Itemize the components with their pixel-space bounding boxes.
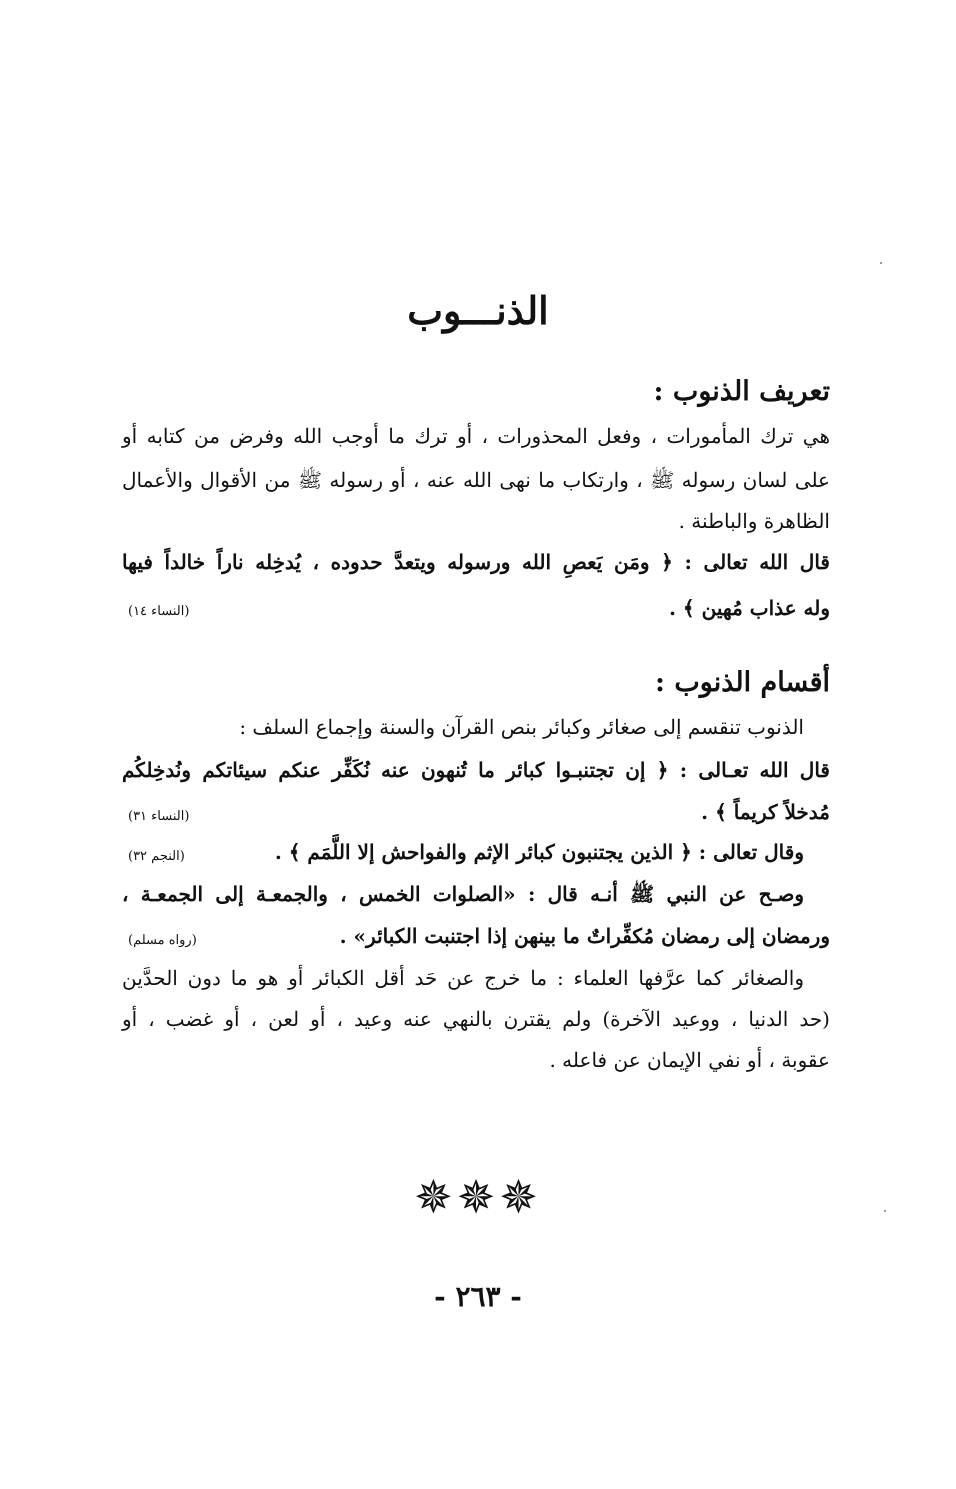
paragraph-line: هي ترك المأمورات ، وفعل المحذورات ، أو ترك ما أوجب الله وفرض من كتابه أو xyxy=(122,424,830,448)
section-heading-definition: تعريف الذنوب : xyxy=(653,376,830,407)
hadith-line: ورمضان إلى رمضان مُكفِّراتٌ ما بينهن إذا اجتنبت الكبائر» . xyxy=(339,924,830,948)
quran-quote-line: قال الله تعالى : ﴿ ومَن يَعصِ الله ورسوله ويتعدَّ حدوده ، يُدخِله ناراً خالداً فيها xyxy=(122,550,830,574)
quote-reference: (النساء ٣١) xyxy=(128,809,190,824)
scan-speck xyxy=(880,262,882,264)
paragraph-line: على لسان رسوله ﷺ ، وارتكاب ما نهى الله عنه ، أو رسوله ﷺ من الأقوال والأعمال xyxy=(122,468,830,492)
star-ornament-icon: ✵✵✵ xyxy=(414,1170,542,1224)
hadith-reference: (رواه مسلم) xyxy=(128,933,197,948)
quran-quote-line: قال الله تعـالى : ﴿ إن تجتنبـوا كبائر ما تُنهون عنه نُكَفِّر عنكم سيئاتكم ونُدخِلكُم xyxy=(122,758,830,782)
paragraph-line: الظاهرة والباطنة . xyxy=(678,509,830,533)
paragraph-line: والصغائر كما عرَّفها العلماء : ما خرج عن حَد أقل الكبائر أو هو ما دون الحدَّين xyxy=(122,966,804,990)
quote-reference: (النساء ١٤) xyxy=(128,604,190,619)
hadith-line: وصـح عن النبي ﷺ أنـه قال : «الصلوات الخمس ، والجمعـة إلى الجمعـة ، xyxy=(122,882,804,906)
page-number: - ٢٦٣ - xyxy=(434,1280,522,1313)
section-heading-categories: أقسام الذنوب : xyxy=(655,667,830,698)
page-title: الذنـــوب xyxy=(407,288,549,333)
quote-reference: (النجم ٣٢) xyxy=(128,849,185,864)
paragraph-line: الذنوب تنقسم إلى صغائر وكبائر بنص القرآن والسنة وإجماع السلف : xyxy=(239,715,804,739)
paragraph-line: (حد الدنيا ، ووعيد الآخرة) ولم يقترن بالنهي عنه وعيد ، أو لعن ، أو غضب ، أو xyxy=(122,1007,830,1031)
quran-quote-line: وقال تعالى : ﴿ الذين يجتنبون كبائر الإثم والفواحش إلا اللَّمَم ﴾ . xyxy=(274,840,804,864)
paragraph-line: عقوبة ، أو نفي الإيمان عن فاعله . xyxy=(549,1048,830,1072)
quran-quote-line: مُدخلاً كريماً ﴾ . xyxy=(701,800,830,824)
quran-quote-line: وله عذاب مُهين ﴾ . xyxy=(668,596,830,620)
